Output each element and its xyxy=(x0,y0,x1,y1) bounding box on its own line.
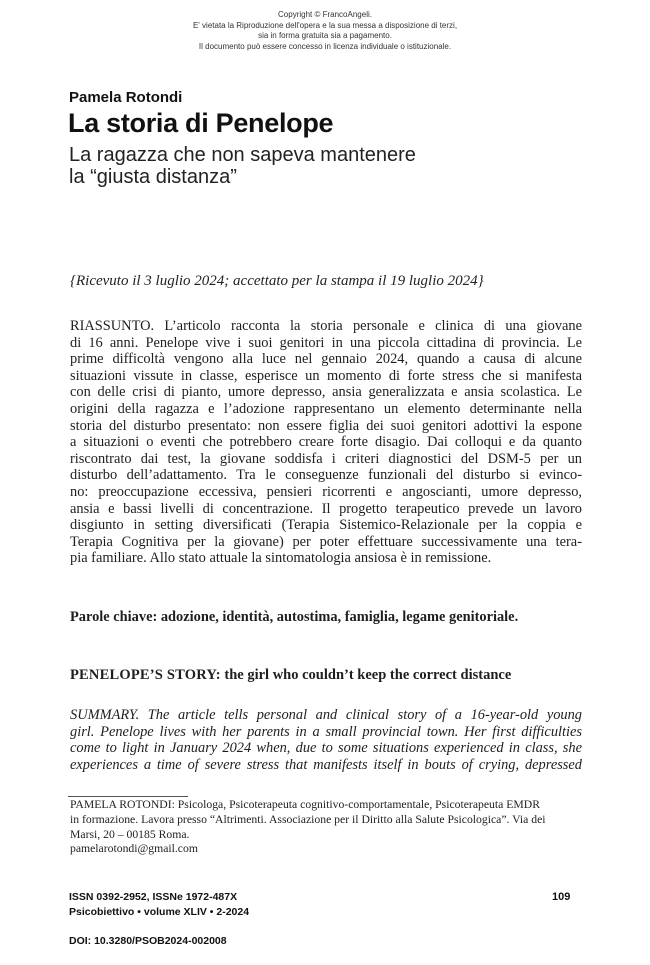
footnote-line: in formazione. Lavora presso “Altrimenti. Associazione per il Diritto alla Salute Psicologica”. Via dei xyxy=(70,812,546,826)
journal-info: Psicobiettivo • volume XLIV • 2-2024 xyxy=(69,906,250,918)
abstract-line: di 16 anni. Penelope vive i suoi genitori in una piccola cittadina di provincia. Le xyxy=(70,334,582,351)
author-name: Pamela Rotondi xyxy=(69,89,183,106)
keywords: Parole chiave: adozione, identità, autostima, famiglia, legame genitoriale. xyxy=(70,609,519,625)
copyright-line: E' vietata la Riproduzione dell'opera e la sua messa a disposizione di terzi, xyxy=(192,20,458,30)
abstract-line: prime difficoltà vengono alla luce nel gennaio 2024, quando a causa di alcune xyxy=(70,351,582,368)
copyright-line: Il documento può essere concesso in licenza individuale o istituzionale. xyxy=(198,41,452,51)
summary-line: experiences a time of severe stress that manifests itself in bouts of crying, depressed xyxy=(70,756,582,773)
copyright-line: Copyright © FrancoAngeli. xyxy=(278,10,372,19)
abstract-italian xyxy=(70,318,582,567)
abstract-line: disgiunto in setting diversificati (Terapia Sistemico-Relazionale per la coppia e xyxy=(70,517,582,534)
abstract-line: a situazioni o eventi che potrebbero creare forte disagio. Dai colloqui e da quanto xyxy=(70,434,582,451)
issn: ISSN 0392-2952, ISSNe 1972-487X xyxy=(69,891,238,903)
received-dates: {Ricevuto il 3 luglio 2024; accettato per la stampa il 19 luglio 2024} xyxy=(70,273,484,289)
abstract-line: riscontrato dai test, la giovane soddisfa i criteri diagnostici del DSM-5 per un xyxy=(70,450,582,467)
english-title-caps: PENELOPE’S STORY: xyxy=(70,667,221,683)
subtitle-line: la “giusta distanza” xyxy=(69,166,237,188)
english-title xyxy=(70,667,582,684)
copyright-line: sia in forma gratuita sia a pagamento. xyxy=(258,31,392,40)
abstract-line: storia del disturbo presentato: non essere figlia dei suoi genitori adottivi la espone xyxy=(70,417,582,434)
author-email[interactable]: pamelarotondi@gmail.com xyxy=(70,842,198,856)
summary-line: SUMMARY. The article tells personal and clinical story of a 16-year-old young xyxy=(70,707,582,723)
footnote-line: PAMELA ROTONDI: Psicologa, Psicoterapeuta cognitivo-comportamentale, Psicoterapeuta EMDR xyxy=(70,798,541,811)
abstract-line: disturbo dell’adattamento. Tra le conseguenze funzionali del disturbo si evinco- xyxy=(70,467,582,484)
abstract-line: Terapia Cognitiva per la giovane) per poter effettuare successivamente una tera- xyxy=(70,533,582,550)
doi[interactable]: DOI: 10.3280/PSOB2024-002008 xyxy=(69,935,227,947)
article-subtitle xyxy=(69,144,416,188)
abstract-line: situazioni vissute in classe, esperisce un momento di forte stress che si manifesta xyxy=(70,367,582,384)
abstract-line: pia familiare. Allo stato attuale la sintomatologia ansiosa è in remissione. xyxy=(70,550,492,567)
subtitle-line: La ragazza che non sapeva mantenere xyxy=(69,144,416,166)
abstract-line: origini della ragazza e l’adozione rappresentano un elemento determinante nella xyxy=(70,400,582,417)
footnote-line: Marsi, 20 – 00185 Roma. xyxy=(70,827,190,841)
footnote-divider xyxy=(68,796,188,797)
summary-line: girl. Penelope lives with her parents in a small provincial town. Her first difficulties xyxy=(70,723,582,740)
abstract-line: con delle crisi di pianto, umore depresso, ansia generalizzata e ansia scolastica. Le xyxy=(70,384,582,401)
summary-english xyxy=(70,707,582,773)
abstract-line: ansia e bassi livelli di concentrazione. Il progetto terapeutico prevede un lavoro xyxy=(70,500,582,517)
abstract-line: RIASSUNTO. L’articolo racconta la storia personale e clinica di una giovane xyxy=(70,318,582,334)
abstract-line: no: preoccupazione eccessiva, pensieri ricorrenti e angoscianti, umore depresso, xyxy=(70,483,582,500)
article-title: La storia di Penelope xyxy=(68,108,334,138)
summary-line: come to light in January 2024 when, due to some situations experienced in class, she xyxy=(70,740,582,757)
page-number: 109 xyxy=(552,891,571,903)
english-title-rest: the girl who couldn’t keep the correct distance xyxy=(224,667,512,683)
author-footnote xyxy=(70,798,582,857)
copyright-notice xyxy=(0,10,650,52)
